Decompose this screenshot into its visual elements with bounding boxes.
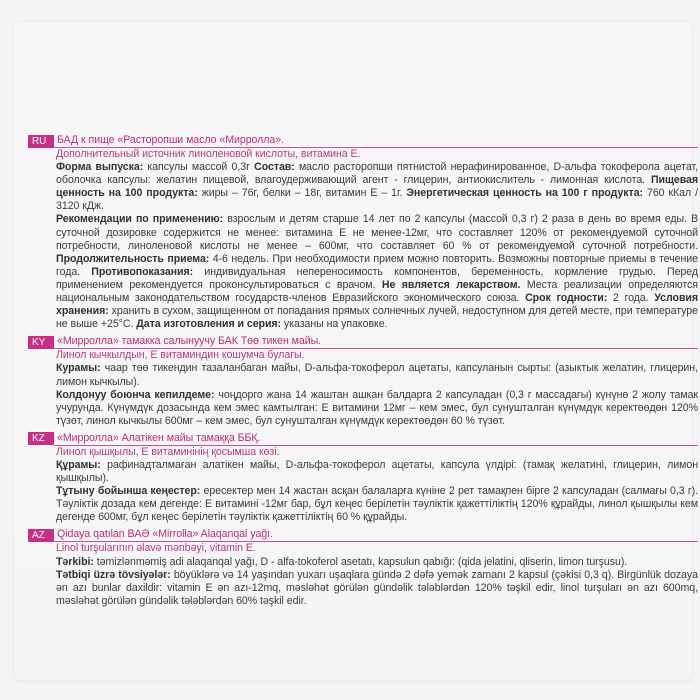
field-text: 760 кКал / 3120 кДж. (56, 187, 698, 213)
section-subtitle: Линол кычкылдын, Е витаминдин кошумча булагы. (56, 349, 305, 362)
language-tag: KY (28, 336, 54, 349)
field-text: индивидуальная непереносимость компонентов, беременность, кормление грудью. Перед применением рекомендуется проконсультироваться с врачом. (56, 265, 698, 291)
section-ky (32, 335, 699, 428)
field-label: Форма выпуска: (56, 161, 144, 174)
field-text: указаны на упаковке. (281, 318, 388, 331)
field-label: Рекомендации по применению: (56, 213, 224, 226)
section-subtitle: Linol turşularının əlavə mənbəyi, vitamin E. (56, 542, 256, 555)
section-header (28, 432, 698, 446)
paragraph (56, 485, 698, 524)
section-kz (32, 431, 699, 525)
section-subtitle: Дополнительный источник линоленовой кислоты, витамина Е. (56, 148, 361, 160)
language-tag: AZ (28, 529, 54, 542)
section-ru (32, 134, 699, 331)
field-label: Курамы: (56, 362, 101, 375)
field-text: рафинадталмаған алатікен майы, D-альфа-токоферол ацетаты, капсула үлдірі: (тамақ желатині, глицерин, лимон қышқылы). (56, 458, 698, 485)
section-header (28, 335, 698, 349)
section-title: БАД к пище «Расторопши масло «Мирролла». (54, 134, 698, 148)
language-tag: RU (28, 135, 54, 148)
paragraph (56, 459, 698, 485)
section-body (56, 459, 698, 524)
field-text: 4-6 недель. При необходимости прием можно повторить. Возможны повторные приемы в течение года. (56, 252, 698, 278)
section-title: «Мирролла» тамакка салынуучу БАК Төө тикен майы. (54, 335, 698, 349)
paragraph (56, 556, 698, 569)
field-label: Дата изготовления и серия: (136, 318, 282, 331)
paragraph (56, 389, 698, 428)
field-text: 2 года. (607, 292, 655, 305)
field-label: Tərkibi: (56, 555, 94, 568)
field-label: Продолжительность приема: (56, 252, 210, 265)
section-title: Qidaya qatılan BAƏ «Mirrolla» Alaqanqal yağı. (54, 528, 698, 542)
field-text: təmizlənməmiş adi alaqanqal yağı, D - alfa-tokoferol asetatı, kapsulun qabığı: (qida jelatini, qliserin, limon turşusu). (93, 555, 628, 568)
field-text: взрослым и детям старше 14 лет по 2 капсулы (массой 0,3 г) 2 раза в день во время еды. В суточной дозировке содержится не менее: витамина Е не менее-12мг, что составляет 120% от рекомендуемой суточной потребности, линоленовой кислоты не менее – 600мг, что составляет 60 % от рекомендуемой суточной потребности. (56, 213, 699, 252)
field-label: Құрамы: (56, 458, 101, 471)
field-text: хранить в сухом, защищенном от попадания прямых солнечных лучей, недоступном для детей месте, при температуре не выше +25°С. (56, 305, 698, 331)
field-text: жиры – 76г, белки – 18г, витамин Е – 1г. (197, 187, 407, 200)
section-subtitle: Линол қышқылы, Е витаминінің қосымша көзі. (56, 445, 280, 458)
paragraph (56, 569, 698, 608)
paragraph (56, 161, 698, 213)
section-body (56, 362, 698, 427)
field-label: Тұтыну бойынша кеңестер: (56, 485, 201, 498)
field-label: Не является лекарством. (381, 278, 521, 291)
field-label: Энергетическая ценность на 100 г продукта: (406, 187, 644, 200)
field-text: капсулы массой 0,3г (143, 161, 255, 174)
field-text: чаар төө тикендин тазаланбаган майы, D-альфа-токоферол ацетаты, капсуланын сырты: (азыктык желатин, глицерин, лимон кычкылы). (56, 362, 698, 388)
label-text (32, 134, 699, 612)
section-body (56, 161, 698, 331)
language-tag: KZ (28, 432, 54, 445)
section-title: «Мирролла» Алатікен майы тамаққа ББҚ. (54, 432, 698, 446)
field-label: Состав: (254, 161, 295, 174)
field-label: Противопоказания: (91, 265, 194, 278)
paragraph (56, 213, 698, 331)
section-header (28, 528, 698, 542)
field-label: Tətbiqi üzrə tövsiyələr: (56, 568, 171, 581)
field-label: Пищевая ценность на 100 продукта: (56, 174, 698, 200)
field-text: ересектер мен 14 жастан асқан балаларға күніне 2 рет тамақпен бірге 2 капсуладан (салмағы 0,3 г). Тәуліктік дозада кем дегенде: Е витамині -12мг бар, бұл кеңес берілетін тәуліктік қажеттіліктің 120% құрайды, линол қышқылы кем дегенде 600мг, бұл кеңес берілетін тәуліктік қажеттіліктің 60 % құрайды. (56, 485, 699, 524)
field-text: böyüklərə və 14 yaşından yuxarı uşaqlara gündə 2 dəfə yemək zamanı 2 kapsul (çəkisi 0,3 q). Birgünlük dozaya ən azı bunlar daxildir: vitamin E ən azı-12mq, məsləhət görülən gündəlik tələblərdən 120% təşkil edir, linol turşuları ən azı 600mq, məsləhət görülən gündəlik tələblərdən 60% təşkil edir. (56, 568, 698, 607)
paragraph (56, 362, 698, 388)
field-label: Колдонуу боюнча кепилдеме: (56, 388, 215, 401)
field-text: Места реализации определяются национальным законодательством государств-членов Евразийского экономического союза. (56, 278, 698, 305)
section-az (32, 528, 698, 607)
field-label: Срок годности: (525, 292, 608, 305)
field-text: чоңдорго жана 14 жаштан ашкан балдарга 2 капсуладан (0,3 г массадагы) күнүнө 2 жолу тамак учурунда. Күнүмдүк дозасында кем эмес камтылган: Е витамини 12мг – кем эмес, бул сунушталган күнүмдүк керектөөдөн 120% түзөт, линол кычкылы 600мг – кем эмес, бул сунушталган күнүмдүк керектөөдөн 60 % түзөт. (56, 388, 699, 427)
field-text: масло расторопши пятнистой нерафинированное, D-альфа токоферола ацетат, оболочка капсулы: желатин пищевой, влагоудерживающий агент - глицерин, антиокислитель - лимонная кислота. (56, 161, 698, 187)
section-header (28, 134, 698, 148)
section-body (56, 556, 698, 608)
field-label: Условия хранения: (56, 292, 698, 318)
